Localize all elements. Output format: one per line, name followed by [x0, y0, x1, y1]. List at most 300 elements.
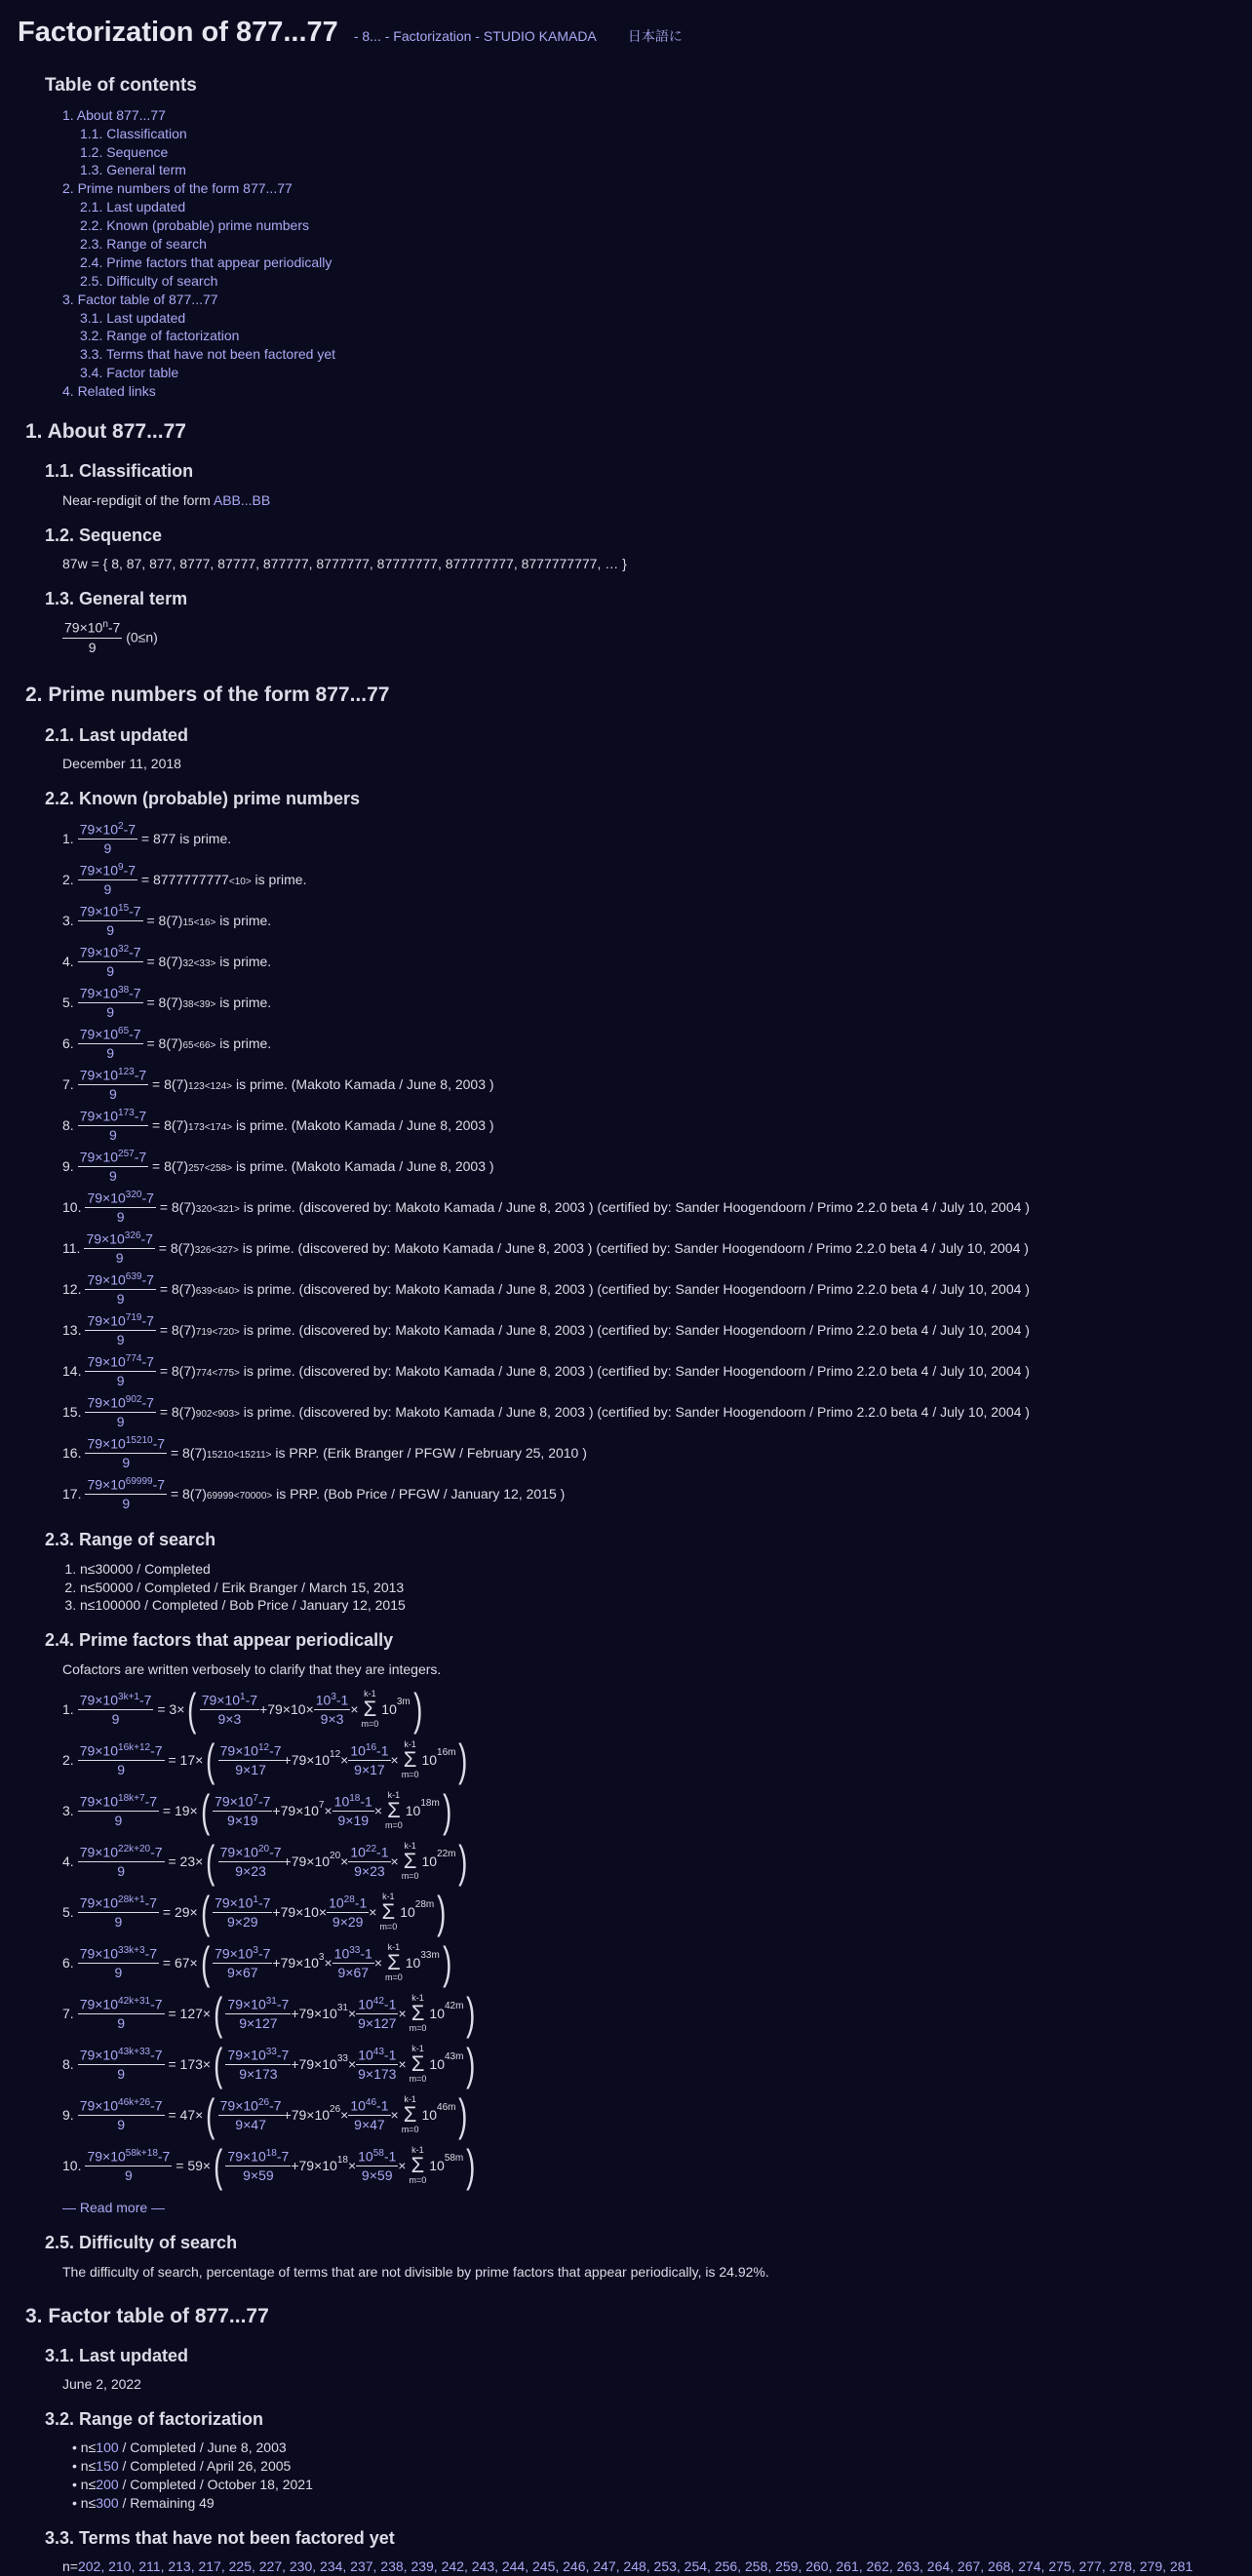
prime-item — [62, 1105, 1234, 1146]
prime-index: 2. — [62, 871, 74, 887]
prime-status: is prime. (Makoto Kamada / June 8, 2003 ) — [232, 1116, 494, 1133]
prime-index: 7. — [62, 1075, 74, 1092]
fraction[interactable] — [213, 1893, 272, 1932]
denominator — [225, 2014, 291, 2033]
prime-fraction[interactable] — [85, 1311, 155, 1349]
fraction[interactable] — [314, 1691, 351, 1729]
times-sign: × — [189, 1803, 198, 1819]
times-sign: × — [347, 2158, 357, 2174]
fraction[interactable] — [327, 1893, 369, 1932]
fraction[interactable] — [78, 1691, 154, 1729]
num-part: 3k+1 — [118, 1691, 139, 1702]
times-sign: × — [324, 1803, 333, 1819]
numerator — [314, 1691, 351, 1711]
numerator — [78, 2096, 165, 2117]
times-sign: × — [176, 1701, 185, 1718]
fraction[interactable] — [85, 2147, 172, 2185]
periodic-index: 8. — [62, 2056, 74, 2073]
num-part: 58k+18 — [125, 2147, 158, 2159]
eq-sign: = — [164, 1752, 180, 1769]
fraction[interactable] — [78, 1893, 159, 1932]
toc-sublink[interactable]: 3.3. Terms that have not been factored yet — [80, 346, 336, 363]
denominator — [348, 1761, 390, 1779]
prime-fraction[interactable] — [78, 984, 143, 1022]
num-part: 18 — [349, 1792, 361, 1804]
section-3-heading: 3. Factor table of 877...77 — [25, 2304, 269, 2327]
den-part: × — [225, 1711, 234, 1728]
prime-item — [62, 941, 1234, 982]
numerator — [78, 1944, 159, 1965]
prime-fraction[interactable] — [78, 820, 137, 858]
num-part: 58 — [372, 2147, 384, 2159]
range-factorization-list — [62, 2439, 1234, 2513]
den-part: 47 — [251, 2117, 266, 2133]
prime-denominator: 9 — [122, 1455, 131, 1471]
toc-list — [45, 106, 1234, 401]
prime-denominator: 9 — [116, 1373, 125, 1389]
right-paren: ) — [412, 1684, 423, 1736]
periodic-index: 7. — [62, 2006, 74, 2022]
num-tail: -7 — [123, 821, 137, 838]
toc-sublink[interactable]: 2.3. Range of search — [80, 236, 207, 253]
range-link[interactable]: 200 — [96, 2477, 119, 2493]
toc-sublist — [62, 309, 1234, 383]
prime-numerator — [78, 1066, 148, 1086]
numerator — [213, 1893, 272, 1914]
sigma-symbol: Σ — [381, 1899, 396, 1925]
toc-sublink[interactable]: 1.2. Sequence — [80, 143, 169, 160]
sigma-bottom: m=0 — [401, 1871, 419, 1882]
sigma-icon — [410, 1994, 427, 2035]
prime-status: is prime. (Makoto Kamada / June 8, 2003 ) — [232, 1157, 494, 1174]
prime-item — [62, 1309, 1234, 1350]
periodic-index: 2. — [62, 1752, 74, 1769]
title-text: Factorization of 877...77 — [18, 17, 338, 48]
toc-sublink[interactable]: 3.2. Range of factorization — [80, 328, 240, 344]
den-part: 9 — [226, 1914, 235, 1931]
fraction[interactable] — [78, 2046, 165, 2084]
prime-index: 12. — [62, 1280, 82, 1297]
num-part: 3 — [253, 1944, 258, 1956]
numerator — [327, 1893, 369, 1914]
prime-item — [62, 1268, 1234, 1309]
prime-fraction[interactable] — [85, 1393, 155, 1431]
fraction[interactable] — [78, 1995, 165, 2033]
den-part: × — [345, 1813, 354, 1829]
denominator — [78, 1964, 159, 1982]
den-part: 9 — [117, 1863, 126, 1880]
num-part: 79×10 — [87, 2148, 126, 2165]
prime-item — [62, 1187, 1234, 1228]
numerator — [78, 1792, 159, 1813]
prime-item — [62, 1023, 1234, 1064]
num-part: 28 — [343, 1893, 355, 1905]
sigma-symbol: Σ — [363, 1697, 377, 1722]
toc-link[interactable]: 1. About 877...77 — [62, 106, 166, 123]
num-part: -7 — [150, 1996, 163, 2012]
prime-fraction[interactable] — [78, 1066, 148, 1104]
sigma-bottom: m=0 — [385, 1972, 403, 1983]
numerator — [356, 1995, 398, 2015]
num-part: 3 — [331, 1691, 336, 1702]
sigma-icon — [402, 1740, 419, 1781]
prime-numerator — [85, 1352, 155, 1373]
section-2-heading: 2. Prime numbers of the form 877...77 — [25, 683, 390, 707]
fraction[interactable] — [333, 1792, 374, 1830]
sigma-symbol: Σ — [403, 2102, 417, 2127]
prime-value: = 8(7) — [167, 1444, 207, 1461]
fraction[interactable] — [213, 1944, 272, 1982]
eq-sign: = — [153, 1701, 170, 1718]
num-exp: 32 — [118, 943, 130, 955]
toc-subitem — [80, 309, 1234, 328]
prime-fraction[interactable] — [85, 1434, 167, 1472]
prime-numerator — [78, 1025, 143, 1045]
num-coef: 79×10 — [87, 1271, 126, 1288]
num-tail: -7 — [134, 1067, 147, 1083]
prime-digits: 326<327> — [194, 1244, 239, 1256]
toc-sublink[interactable]: 2.4. Prime factors that appear periodically — [80, 254, 333, 270]
sum-exp: 22m — [437, 1849, 456, 1860]
fraction[interactable] — [78, 1792, 159, 1830]
num-coef: 79×10 — [79, 1108, 119, 1124]
num-tail: -7 — [129, 944, 141, 960]
fraction[interactable] — [218, 2096, 284, 2134]
den-part: 17 — [251, 1762, 266, 1778]
prime-value: = 8(7) — [167, 1485, 207, 1502]
fraction[interactable] — [356, 2046, 398, 2084]
den-part: 173 — [373, 2066, 397, 2083]
prime-index: 5. — [62, 994, 74, 1010]
sequence-heading: 1.2. Sequence — [45, 525, 163, 545]
fraction[interactable] — [78, 1944, 159, 1982]
plus-exp: 7 — [318, 1800, 325, 1812]
num-part: -1 — [376, 1844, 389, 1860]
numerator — [348, 2096, 390, 2117]
toc-subitem — [80, 272, 1234, 291]
num-part: -7 — [150, 1742, 163, 1759]
prime-numerator — [78, 902, 143, 922]
den-part: 9 — [354, 1863, 362, 1880]
denominator — [218, 1862, 284, 1881]
toc-subitem — [80, 143, 1234, 162]
prime-fraction[interactable] — [78, 902, 143, 940]
prime-digits: 902<903> — [195, 1408, 240, 1420]
last-updated-heading: 2.1. Last updated — [45, 724, 189, 745]
abb-link[interactable]: ABB...BB — [213, 491, 271, 508]
prime-fraction[interactable] — [85, 1352, 155, 1390]
prime-denominator: 9 — [109, 1127, 117, 1144]
prime-item — [62, 982, 1234, 1023]
times-sign: × — [390, 2107, 399, 2124]
num-part: 79×10 — [201, 1692, 241, 1708]
prime-fraction[interactable] — [78, 1107, 148, 1145]
fraction[interactable] — [225, 2046, 291, 2084]
prime-item — [62, 1350, 1234, 1391]
fraction[interactable] — [78, 1741, 165, 1779]
num-coef: 79×10 — [79, 985, 119, 1001]
range-prefix: n≤ — [80, 2458, 97, 2475]
right-paren: ) — [458, 1836, 468, 1888]
prime-fraction[interactable] — [84, 1229, 154, 1268]
den-part: × — [328, 1711, 336, 1728]
den-part: 9 — [125, 2167, 133, 2184]
num-part: -7 — [257, 1945, 271, 1962]
periodic-index: 9. — [62, 2107, 74, 2124]
toc-sublink[interactable]: 1.1. Classification — [80, 125, 187, 141]
section-1-heading: 1. About 877...77 — [25, 420, 186, 444]
eq-sign: = — [159, 1955, 175, 1971]
den-part: × — [234, 1914, 243, 1931]
sum-exp: 43m — [445, 2051, 464, 2063]
periodic-index: 1. — [62, 1701, 74, 1718]
prime-digits: 173<174> — [188, 1121, 233, 1133]
fraction[interactable] — [213, 1792, 272, 1830]
prime-index: 11. — [62, 1239, 81, 1256]
periodic-item — [62, 2089, 1234, 2140]
den-part: × — [234, 1813, 243, 1829]
left-paren: ( — [214, 2140, 223, 2192]
eq-sign: = — [164, 2006, 180, 2022]
periodic-index: 3. — [62, 1803, 74, 1819]
sigma-top: k-1 — [411, 2043, 424, 2053]
periodic-item — [62, 1988, 1234, 2039]
eq-sign: = — [159, 1803, 175, 1819]
times-sign: × — [340, 1752, 349, 1769]
prime-index: 16. — [62, 1444, 82, 1461]
prime-factor: 47 — [179, 2107, 196, 2124]
periodic-item — [62, 1785, 1234, 1836]
prime-digits: 15210<15211> — [206, 1449, 272, 1461]
sigma-icon — [379, 1893, 397, 1933]
prime-numerator — [78, 861, 137, 881]
prime-fraction[interactable] — [85, 1270, 155, 1308]
prime-numerator — [84, 1229, 154, 1250]
num-part: 33k+3 — [118, 1944, 145, 1956]
prime-index: 4. — [62, 953, 74, 969]
left-paren: ( — [214, 1988, 223, 2040]
sum-base: 10 — [405, 1955, 421, 1971]
den-part: 19 — [353, 1813, 370, 1829]
prime-status: is prime. (discovered by: Makoto Kamada / June 8, 2003 ) (certified by: Sander Hoogendoorn / Primo 2.2.0 beta 4 / July 10, 2004 ) — [239, 1403, 1030, 1420]
sum-base: 10 — [421, 2107, 438, 2124]
fraction[interactable] — [218, 1843, 284, 1881]
prime-numerator — [78, 984, 143, 1004]
read-more-link[interactable]: — Read more — — [62, 2200, 166, 2216]
den-part: 9 — [114, 1813, 123, 1829]
prime-item — [62, 818, 1234, 859]
times-sign: × — [189, 1955, 198, 1971]
left-paren: ( — [206, 1735, 215, 1786]
num-part: 22 — [365, 1843, 377, 1854]
fact-range-item — [72, 2476, 1234, 2494]
num-coef: 79×10 — [87, 1476, 126, 1493]
den-part: 9 — [358, 2015, 366, 2032]
fraction[interactable] — [356, 2147, 398, 2185]
sigma-symbol: Σ — [403, 1849, 417, 1874]
periodic-index: 6. — [62, 1955, 74, 1971]
num-part: -1 — [383, 2148, 397, 2165]
prime-fraction[interactable] — [85, 1475, 167, 1513]
toc-sublink[interactable]: 3.1. Last updated — [80, 309, 186, 326]
prime-denominator: 9 — [116, 1291, 125, 1308]
fraction[interactable] — [78, 2096, 165, 2134]
japanese-link[interactable]: 日本語に — [627, 28, 683, 44]
den-part: × — [365, 2066, 374, 2083]
den-part: 3 — [233, 1711, 242, 1728]
unfactored-values[interactable]: 202, 210, 211, 213, 217, 225, 227, 230, 234, 237, 238, 239, 242, 243, 244, 245, 246, 247, 248, 253, 254, 256, 258, 259, 260, 261, 262, 263, 264, 267, 268, 274, 275, 277, 278, 279, 281 — [77, 2558, 1193, 2575]
num-tail: -7 — [141, 1312, 154, 1329]
periodic-item — [62, 1887, 1234, 1937]
numerator — [78, 2046, 165, 2066]
num-coef: 79×10 — [87, 1394, 126, 1411]
prime-fraction[interactable] — [85, 1189, 155, 1227]
fraction[interactable] — [348, 2096, 390, 2134]
sigma-top: k-1 — [387, 1789, 401, 1800]
numerator — [78, 1893, 159, 1914]
right-paren: ) — [458, 2089, 468, 2141]
num-tail: -7 — [141, 1271, 154, 1288]
range-link[interactable]: 100 — [96, 2439, 119, 2456]
fact-range-item — [72, 2457, 1234, 2476]
denominator — [78, 1913, 159, 1932]
prime-fraction[interactable] — [78, 1148, 148, 1186]
toc-sublink[interactable]: 1.3. General term — [80, 162, 186, 178]
denominator — [356, 2014, 398, 2033]
prime-status: is prime. — [215, 994, 272, 1010]
sum-base: 10 — [381, 1701, 397, 1718]
prime-denominator: 9 — [106, 963, 115, 980]
num-part: 79×10 — [219, 1742, 258, 1759]
fraction[interactable] — [225, 2147, 291, 2185]
range-item: 3. n≤100000 / Completed / Bob Price / January 12, 2015 — [80, 1596, 1234, 1615]
fraction[interactable] — [356, 1995, 398, 2033]
prime-numerator — [85, 1475, 167, 1496]
numerator — [78, 1843, 165, 1863]
periodic-item — [62, 1836, 1234, 1887]
num-part: 42k+31 — [118, 1995, 151, 2007]
denominator — [356, 2166, 398, 2185]
den-part: 29 — [242, 1914, 258, 1931]
sigma-top: k-1 — [364, 1688, 376, 1698]
num-part: -7 — [150, 2047, 163, 2063]
fraction[interactable] — [225, 1995, 291, 2033]
sum-base: 10 — [429, 2006, 445, 2022]
den-part: 23 — [251, 1863, 266, 1880]
plus-term: +79×10 — [291, 2158, 337, 2174]
prime-digits: 32<33> — [182, 957, 216, 969]
general-term-fraction — [62, 618, 122, 656]
prime-denominator: 9 — [116, 1209, 125, 1226]
num-part: 22k+20 — [118, 1843, 151, 1854]
periodic-item — [62, 2140, 1234, 2191]
num-exp: 15 — [118, 902, 130, 914]
sigma-bottom: m=0 — [401, 1770, 419, 1780]
range-link[interactable]: 150 — [96, 2458, 119, 2475]
num-tail: -7 — [152, 1435, 166, 1452]
plus-term: +79×10 — [283, 1752, 331, 1769]
fraction[interactable] — [348, 1741, 390, 1779]
num-coef: 79×10 — [87, 1312, 126, 1329]
den-part: 9 — [358, 2066, 366, 2083]
prime-fraction[interactable] — [78, 943, 143, 981]
gt-den: 9 — [88, 639, 97, 655]
fraction[interactable] — [333, 1944, 374, 1982]
fraction[interactable] — [200, 1691, 259, 1729]
plus-term: +79×10 — [283, 1854, 331, 1870]
num-tail: -7 — [129, 903, 141, 919]
unfactored-terms — [62, 2557, 1234, 2576]
sigma-top: k-1 — [404, 2093, 416, 2104]
sigma-symbol: Σ — [403, 1747, 417, 1773]
periodic-index: 10. — [62, 2158, 82, 2174]
breadcrumb-link[interactable]: - 8... - Factorization - STUDIO KAMADA — [353, 28, 597, 44]
right-paren: ) — [442, 1785, 452, 1837]
sigma-top: k-1 — [404, 1738, 416, 1749]
numerator — [225, 1995, 291, 2015]
toc-link[interactable]: 3. Factor table of 877...77 — [62, 291, 218, 307]
prime-item — [62, 1146, 1234, 1187]
toc-sublink[interactable]: 3.4. Factor table — [80, 365, 179, 381]
toc-sublink[interactable]: 2.2. Known (probable) prime numbers — [80, 217, 310, 234]
num-part: 10 — [350, 2097, 366, 2114]
den-part: 29 — [347, 1914, 364, 1931]
toc-subitem — [80, 161, 1234, 179]
prime-status: is prime. — [176, 830, 232, 846]
toc-sublink[interactable]: 2.1. Last updated — [80, 199, 186, 215]
den-part: 9 — [337, 1813, 346, 1829]
denominator — [78, 2116, 165, 2134]
fraction[interactable] — [218, 1741, 284, 1779]
num-part: 10 — [358, 2047, 373, 2063]
prime-fraction[interactable] — [78, 861, 137, 899]
denominator — [356, 2065, 398, 2084]
numerator — [78, 1995, 165, 2015]
range-link[interactable]: 300 — [96, 2495, 119, 2512]
prime-value: = 8(7) — [142, 912, 183, 928]
prime-denominator: 9 — [109, 1086, 117, 1103]
den-part: 173 — [254, 2066, 278, 2083]
toc-link[interactable]: 4. Related links — [62, 383, 156, 400]
prime-denominator: 9 — [116, 1332, 125, 1348]
num-part: 79×10 — [219, 2097, 258, 2114]
num-coef: 79×10 — [87, 1353, 126, 1370]
num-coef: 79×10 — [79, 944, 119, 960]
range-factorization-heading: 3.2. Range of factorization — [45, 2409, 264, 2430]
sigma-icon — [362, 1690, 379, 1731]
num-part: 10 — [358, 1996, 373, 2012]
num-tail: -7 — [141, 1394, 154, 1411]
num-exp: 257 — [118, 1148, 135, 1159]
prime-value: = 8777777777 — [137, 871, 229, 887]
fraction[interactable] — [78, 1843, 165, 1881]
num-part: 10 — [329, 1894, 344, 1911]
denominator — [78, 1862, 165, 1881]
prime-value: = 8(7) — [148, 1157, 189, 1174]
prime-status: is PRP. (Bob Price / PFGW / January 12, 2015 ) — [272, 1485, 566, 1502]
fraction[interactable] — [348, 1843, 390, 1881]
periodic-index: 4. — [62, 1854, 74, 1870]
sum-base: 10 — [405, 1803, 421, 1819]
num-part: 10 — [333, 1945, 350, 1962]
prime-fraction[interactable] — [78, 1025, 143, 1063]
numerator — [348, 1741, 390, 1762]
sum-base: 10 — [429, 2056, 445, 2073]
toc-sublink[interactable]: 2.5. Difficulty of search — [80, 272, 218, 289]
toc-link[interactable]: 2. Prime numbers of the form 877...77 — [62, 180, 293, 197]
num-part: -7 — [269, 2097, 282, 2114]
prime-value: = 8(7) — [142, 953, 183, 969]
